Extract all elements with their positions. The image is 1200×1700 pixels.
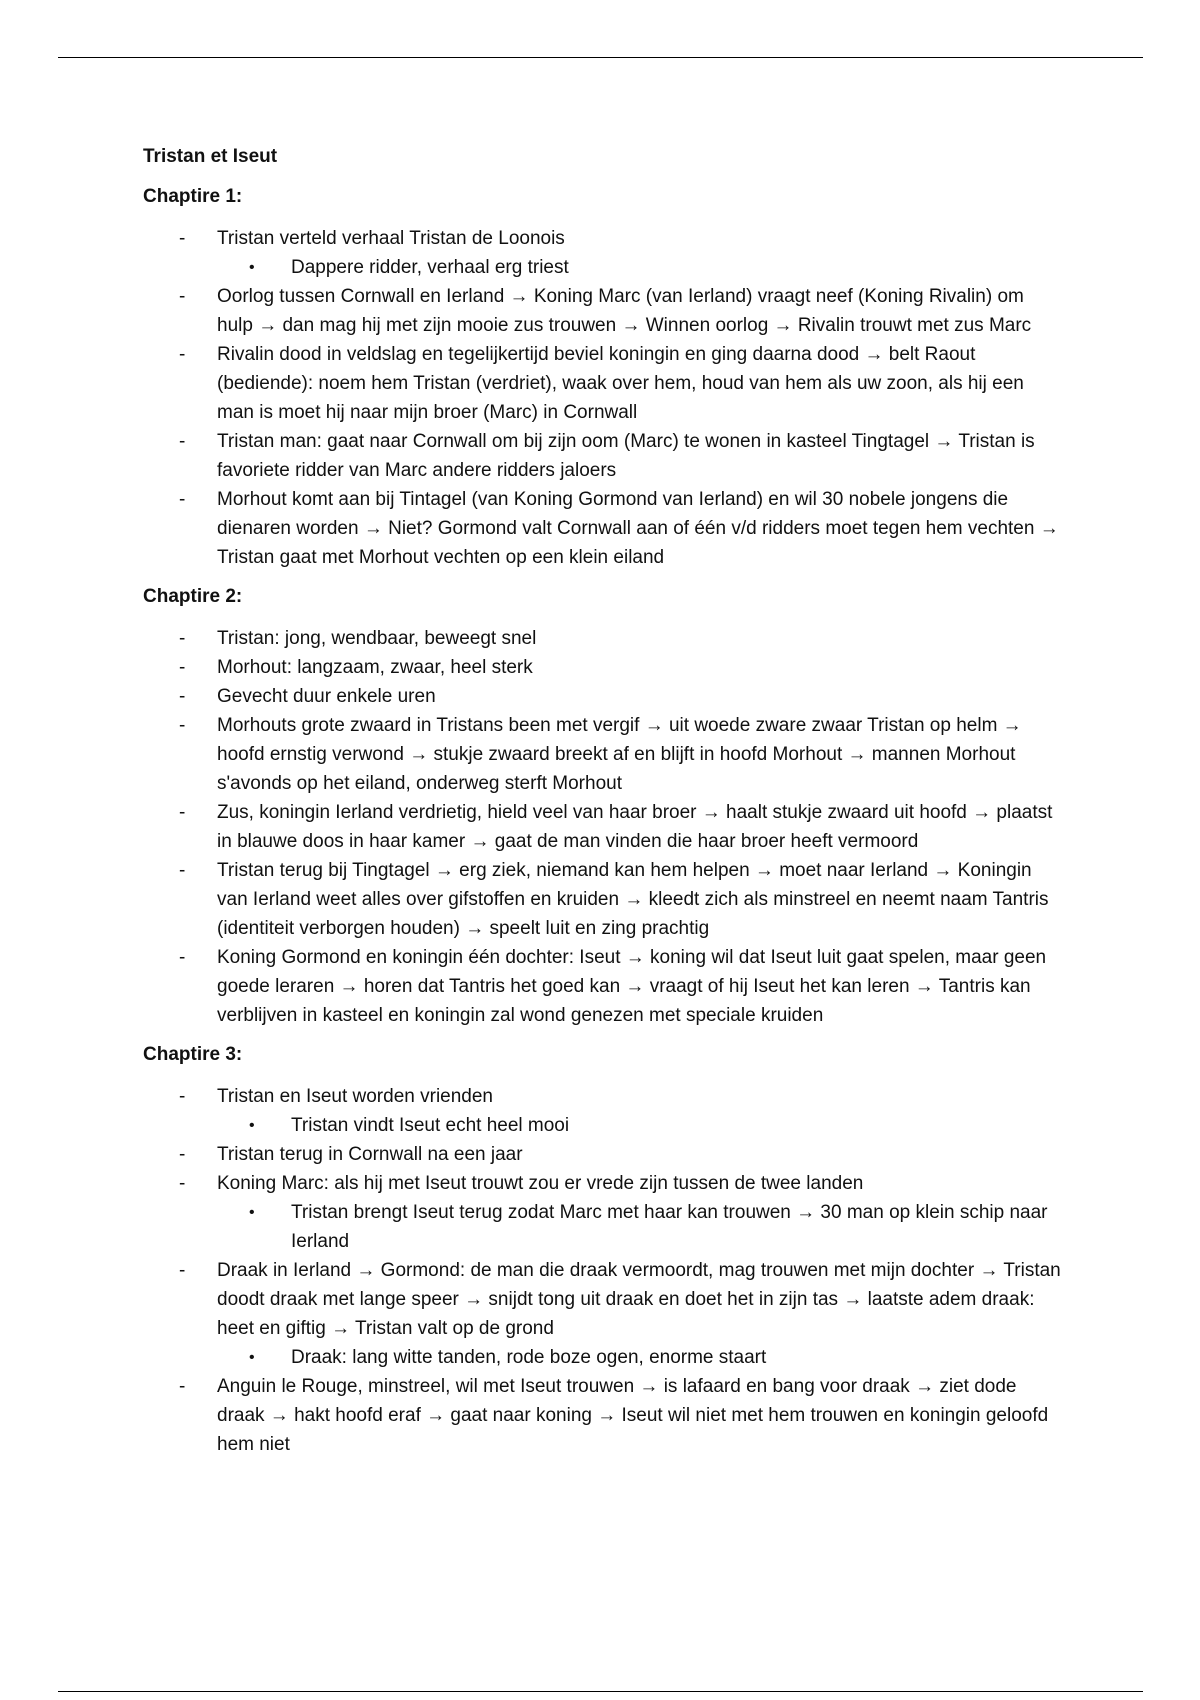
- dash-marker: -: [179, 489, 186, 510]
- footer-rule: [58, 1691, 1143, 1692]
- bullet-marker: •: [249, 1204, 255, 1221]
- list-item-text: Tristan en Iseut worden vrienden: [217, 1086, 494, 1107]
- list-item-text: Zus, koningin Ierland verdrietig, hield veel van haar broer → haalt stukje zwaard uit hoofd → plaatst in blauwe doos in haar kamer → gaat de man vinden die haar broer heeft vermoord: [217, 802, 1053, 852]
- chapter-section: [143, 1044, 1063, 1459]
- sub-bullet-list: [217, 1343, 1063, 1372]
- dash-marker: -: [179, 431, 186, 452]
- header-rule: [58, 57, 1143, 58]
- list-item: [143, 653, 1063, 682]
- sub-list-item: [217, 1343, 1063, 1372]
- dash-marker: -: [179, 686, 186, 707]
- list-item: [143, 856, 1063, 943]
- list-item: [143, 427, 1063, 485]
- chapter-heading: Chaptire 2:: [143, 586, 243, 607]
- dash-marker: -: [179, 344, 186, 365]
- list-item-text: Anguin le Rouge, minstreel, wil met Iseut trouwen → is lafaard en bang voor draak → ziet dode draak → hakt hoofd eraf → gaat naar koning → Iseut wil niet met hem trouwen en koningin geloofd hem niet: [217, 1376, 1049, 1455]
- list-item-text: Rivalin dood in veldslag en tegelijkertijd beviel koningin en ging daarna dood → belt Raout (bediende): noem hem Tristan (verdriet), waak over hem, houd van hem als uw zoon, als hij een man is moet hij naar mijn broer (Marc) in Cornwall: [217, 344, 1024, 423]
- dash-marker: -: [179, 1173, 186, 1194]
- list-item: [143, 624, 1063, 653]
- chapter-heading: Chaptire 3:: [143, 1044, 243, 1065]
- bullet-list: [143, 224, 1063, 572]
- chapter-section: [143, 186, 1063, 572]
- list-item: [143, 798, 1063, 856]
- list-item: [143, 1082, 1063, 1140]
- dash-marker: -: [179, 802, 186, 823]
- dash-marker: -: [179, 1144, 186, 1165]
- dash-marker: -: [179, 228, 186, 249]
- list-item-text: Tristan man: gaat naar Cornwall om bij zijn oom (Marc) te wonen in kasteel Tingtagel → Tristan is favoriete ridder van Marc andere ridders jaloers: [217, 431, 1035, 481]
- dash-marker: -: [179, 628, 186, 649]
- list-item: [143, 711, 1063, 798]
- list-item: [143, 340, 1063, 427]
- document-body: [143, 138, 1063, 1473]
- sub-list-item-text: Tristan brengt Iseut terug zodat Marc met haar kan trouwen → 30 man op klein schip naar Ierland: [291, 1202, 1048, 1252]
- dash-marker: -: [179, 1086, 186, 1107]
- list-item-text: Tristan: jong, wendbaar, beweegt snel: [217, 628, 537, 649]
- dash-marker: -: [179, 715, 186, 736]
- list-item: [143, 485, 1063, 572]
- list-item-text: Tristan terug bij Tingtagel → erg ziek, niemand kan hem helpen → moet naar Ierland → Koningin van Ierland weet alles over gifstoffen en kruiden → kleedt zich als minstreel en neemt naam Tantris (identiteit verborgen houden) → speelt luit en zing prachtig: [217, 860, 1049, 939]
- sub-bullet-list: [217, 1198, 1063, 1256]
- list-item: [143, 943, 1063, 1030]
- list-item-text: Tristan terug in Cornwall na een jaar: [217, 1144, 523, 1165]
- chapters-container: [143, 186, 1063, 1459]
- sub-list-item-text: Draak: lang witte tanden, rode boze ogen, enorme staart: [291, 1347, 767, 1368]
- dash-marker: -: [179, 860, 186, 881]
- list-item-text: Morhout: langzaam, zwaar, heel sterk: [217, 657, 533, 678]
- dash-marker: -: [179, 1260, 186, 1281]
- document-title: Tristan et Iseut: [143, 146, 278, 167]
- bullet-marker: •: [249, 1349, 255, 1366]
- list-item: [143, 282, 1063, 340]
- list-item-text: Draak in Ierland → Gormond: de man die draak vermoordt, mag trouwen met mijn dochter → Tristan doodt draak met lange speer → snijdt tong uit draak en doet het in zijn tas → laatste adem draak: heet en giftig → Tristan valt op de grond: [217, 1260, 1061, 1339]
- list-item-text: Koning Gormond en koningin één dochter: Iseut → koning wil dat Iseut luit gaat spelen, maar geen goede leraren → horen dat Tantris het goed kan → vraagt of hij Iseut het kan leren → Tantris kan verblijven in kasteel en koningin zal wond genezen met speciale kruiden: [217, 947, 1047, 1026]
- bullet-marker: •: [249, 259, 255, 276]
- sub-list-item: [217, 253, 1063, 282]
- list-item-text: Oorlog tussen Cornwall en Ierland → Koning Marc (van Ierland) vraagt neef (Koning Rivalin) om hulp → dan mag hij met zijn mooie zus trouwen → Winnen oorlog → Rivalin trouwt met zus Marc: [217, 286, 1032, 336]
- dash-marker: -: [179, 947, 186, 968]
- list-item-text: Koning Marc: als hij met Iseut trouwt zou er vrede zijn tussen de twee landen: [217, 1173, 864, 1194]
- sub-bullet-list: [217, 1111, 1063, 1140]
- list-item: [143, 1372, 1063, 1459]
- dash-marker: -: [179, 286, 186, 307]
- sub-list-item-text: Dappere ridder, verhaal erg triest: [291, 257, 569, 278]
- list-item: [143, 224, 1063, 282]
- sub-list-item-text: Tristan vindt Iseut echt heel mooi: [291, 1115, 570, 1136]
- list-item: [143, 1256, 1063, 1372]
- list-item: [143, 682, 1063, 711]
- list-item-text: Morhout komt aan bij Tintagel (van Koning Gormond van Ierland) en wil 30 nobele jongens die dienaren worden → Niet? Gormond valt Cornwall aan of één v/d ridders moet tegen hem vechten → Tristan gaat met Morhout vechten op een klein eiland: [217, 489, 1059, 568]
- list-item: [143, 1140, 1063, 1169]
- sub-list-item: [217, 1198, 1063, 1256]
- list-item-text: Morhouts grote zwaard in Tristans been met vergif → uit woede zware zwaar Tristan op helm → hoofd ernstig verwond → stukje zwaard breekt af en blijft in hoofd Morhout → mannen Morhout s'avonds op het eiland, onderweg sterft Morhout: [217, 715, 1022, 794]
- list-item: [143, 1169, 1063, 1256]
- bullet-list: [143, 1082, 1063, 1459]
- chapter-heading: Chaptire 1:: [143, 186, 243, 207]
- dash-marker: -: [179, 657, 186, 678]
- list-item-text: Gevecht duur enkele uren: [217, 686, 436, 707]
- sub-list-item: [217, 1111, 1063, 1140]
- list-item-text: Tristan verteld verhaal Tristan de Loonois: [217, 228, 565, 249]
- bullet-marker: •: [249, 1117, 255, 1134]
- dash-marker: -: [179, 1376, 186, 1397]
- chapter-section: [143, 586, 1063, 1030]
- sub-bullet-list: [217, 253, 1063, 282]
- bullet-list: [143, 624, 1063, 1030]
